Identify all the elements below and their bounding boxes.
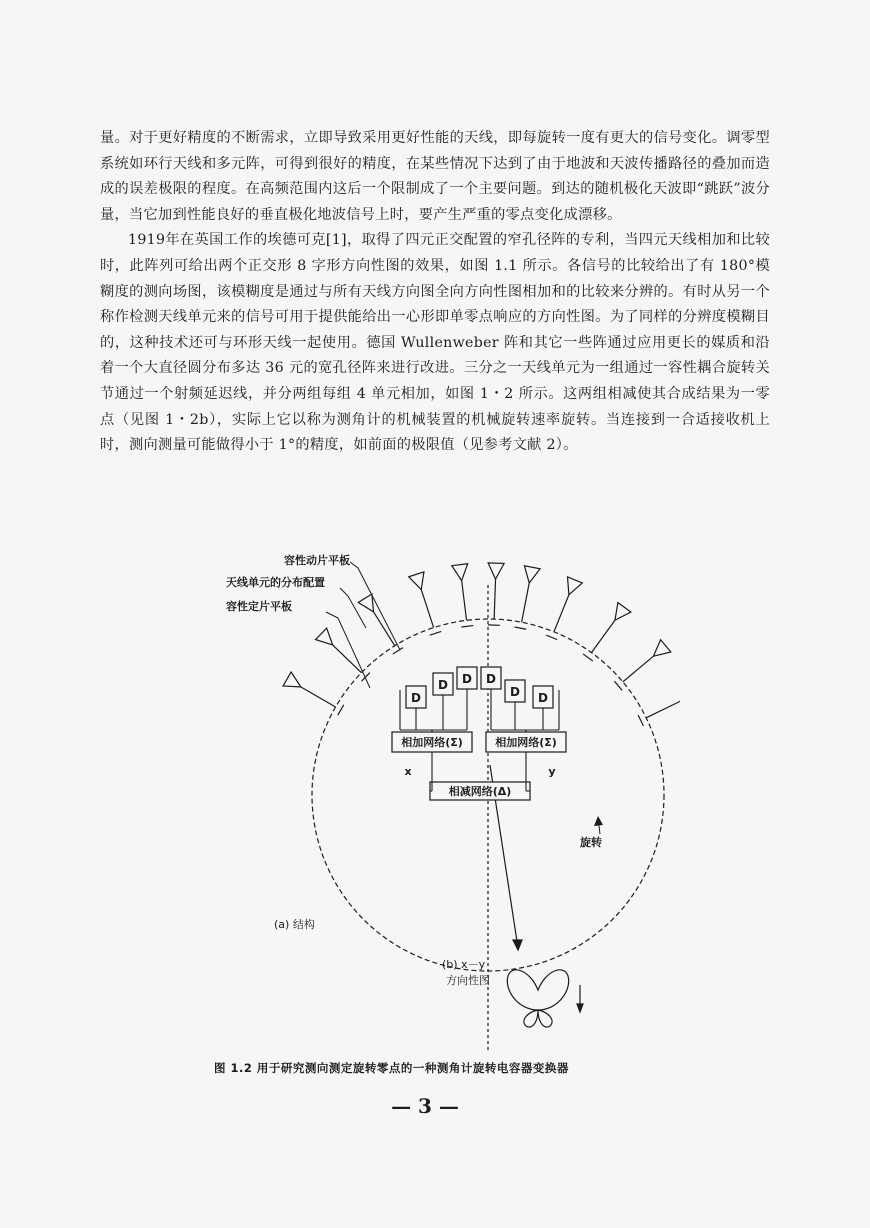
antenna-feed-11	[646, 700, 680, 718]
x-label: x	[404, 765, 412, 778]
antenna-feed-1	[301, 687, 336, 707]
part-a-label: (a) 结构	[274, 918, 315, 931]
figure-caption: 图 1.2 用于研究测向测定旋转零点的一种测角计旋转电容器变换器	[214, 1061, 569, 1075]
antenna-element-7	[524, 566, 540, 583]
antenna-feed-7	[522, 583, 530, 622]
capacitor-plate-10	[614, 681, 622, 690]
delay-label-6: D	[538, 691, 548, 705]
capacitor-plate-2	[362, 673, 370, 682]
antenna-element-6	[488, 563, 504, 579]
leader-moving-plate	[350, 562, 400, 650]
delay-label-2: D	[438, 678, 448, 692]
antenna-feed-5	[462, 581, 467, 621]
part-b-sublabel: 方向性图	[446, 974, 490, 987]
sum-network-right-label: 相加网络(Σ)	[495, 736, 557, 749]
capacitor-plate-5	[461, 626, 473, 627]
delay-label-1: D	[411, 691, 421, 705]
antenna-feed-4	[421, 590, 433, 628]
moving-plate-label: 容性动片平板	[284, 554, 350, 567]
goniometer-diagram	[200, 540, 680, 1050]
rotation-label: 旋转	[580, 836, 602, 849]
figure-eight-pattern	[507, 970, 583, 1027]
delay-label-5: D	[510, 685, 520, 699]
antenna-feed-3	[374, 612, 395, 646]
capacitor-plate-11	[638, 715, 643, 726]
antenna-element-2	[316, 628, 333, 645]
pointer-arrowhead	[513, 940, 522, 950]
antenna-feed-8	[554, 595, 569, 632]
antenna-element-5	[452, 564, 468, 581]
element-distribution-label: 天线单元的分布配置	[226, 576, 325, 589]
capacitor-plate-7	[515, 627, 527, 629]
antenna-element-8	[567, 577, 582, 595]
capacitor-plate-4	[430, 631, 441, 635]
rotation-arrowhead	[594, 816, 603, 826]
antenna-element-9	[615, 603, 631, 621]
paragraph-2: 1919年在英国工作的埃德可克[1]，取得了四元正交配置的窄孔径阵的专利，当四元天线相加和比较时，此阵列可给出两个正交形 8 字形方向性图的效果，如图 1.1 所示。各信号的比较给出了有 180°模糊度的测向场图，该模糊度是通过与所有天线方向图全向方向性图相加和的比较来分辨的。有时从另一个称作检测天线单元来的信号可用于提供能给出一心形即单零点响应的方向性图。为了同样的分辨度模糊目的，这种技术还可与环形天线一起使用。德国 Wullenweber 阵和其它一些阵通过应用更长的媒质和沿着一个大直径圆分布多达 36 元的宽孔径阵来进行改进。三分之一天线单元为一组通过一容性耦合旋转关节通过一个射频延迟线，并分两组每组 4 单元相加，如图 1・2 所示。这两组相减使其合成结果为一零点（见图 1・2b），实际上它以称为测角计的机械装置的机械旋转速率旋转。当连接到一合适接收机上时，测向测量可能做得小于 1°的精度，如前面的极限值（见参考文献 2）。	[100, 232, 770, 454]
antenna-element-10	[653, 640, 670, 656]
paragraph-1: 量。对于更好精度的不断需求，立即导致采用更好性能的天线，即每旋转一度有更大的信号变化。调零型系统如环行天线和多元阵，可得到很好的精度，在某些情况下达到了由于地波和天波传播路径的叠加而造成的误差极限的程度。在高频范围内这后一个限制成了一个主要问题。到达的随机极化天波即“跳跃”波分量，当它加到性能良好的垂直极化地波信号上时，要产生严重的零点变化成漂移。	[100, 130, 770, 223]
antenna-feed-6	[494, 579, 495, 619]
antenna-element-1	[283, 672, 301, 687]
capacitor-plate-9	[583, 654, 593, 661]
antenna-element-4	[409, 572, 424, 590]
capacitor-plate-1	[338, 705, 344, 715]
capacitor-plate-8	[546, 635, 557, 639]
delay-label-3: D	[462, 672, 472, 686]
figure-1-2	[200, 540, 680, 1050]
fixed-plate-label: 容性定片平板	[226, 600, 292, 613]
diff-network-label: 相减网络(Δ)	[448, 785, 512, 798]
antenna-feed-10	[623, 656, 654, 682]
antenna-feed-9	[591, 620, 615, 652]
delay-label-4: D	[486, 672, 496, 686]
body-text	[100, 126, 770, 459]
y-label: y	[548, 765, 556, 778]
part-b-label: (b) x－y	[442, 958, 486, 971]
leader-distribution	[340, 588, 366, 628]
sum-network-left-label: 相加网络(Σ)	[401, 736, 463, 749]
capacitor-plate-3	[393, 648, 403, 654]
page-number: — 3 —	[391, 1094, 459, 1118]
antenna-element-3	[358, 594, 373, 612]
